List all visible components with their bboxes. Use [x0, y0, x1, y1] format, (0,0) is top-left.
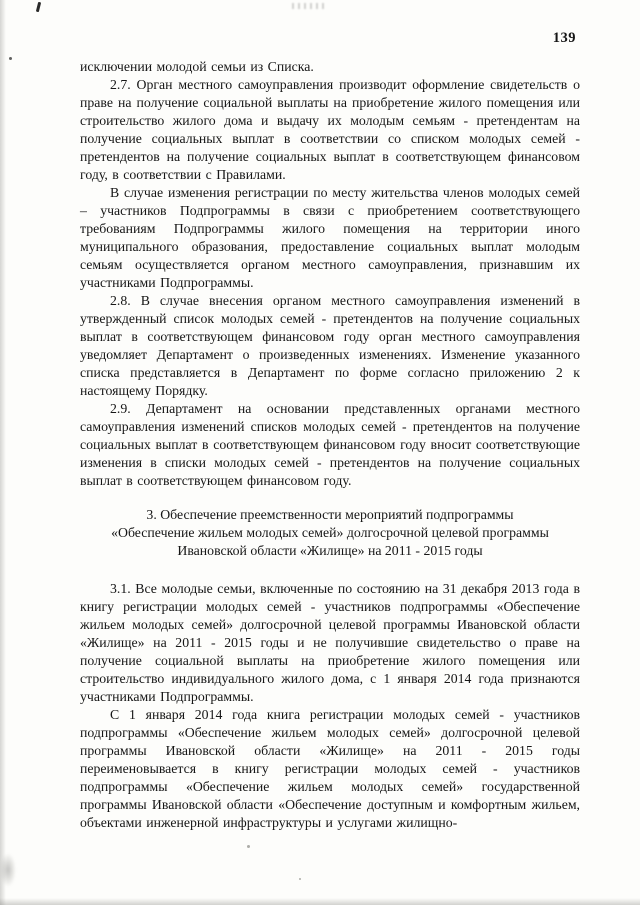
scan-smudge-bottom-left: [0, 853, 16, 887]
scan-artifact-dot: [247, 845, 250, 848]
paragraph-registration-change: В случае изменения регистрации по месту жительства членов молодых семей – участников Подпрограммы в связи с приобретением соответствующего требованиям Подпрограммы жилого помещения на территории иного муниципального образования, предоставление социальных выплат молодым семьям осуществляется органом местного самоуправления, признавшим их участниками Подпрограммы.: [80, 185, 580, 290]
paragraph-book-rename: С 1 января 2014 года книга регистрации молодых семей - участников подпрограммы «Обеспечение жильем молодых семей» долгосрочной целевой программы Ивановской области «Жилище» на 2011 - 2015 годы переименовывается в книгу регистрации молодых семей - участников подпрограммы «Обеспечение жильем молодых семей» государственной программы Ивановской области «Обеспечение доступным и комфортным жильем, объектами инженерной инфраструктуры и услугами жилищно-: [80, 707, 580, 830]
paragraph-2-8: 2.8. В случае внесения органом местного самоуправления изменений в утвержденный список молодых семей - претендентов на получение социальных выплат в соответствующем финансовом году орган местного самоуправления уведомляет Департамент о произведенных изменениях. Изменение указанного списка представляется в Департамент по форме согласно приложению 2 к настоящему Порядку.: [80, 293, 580, 398]
page-number: 139: [552, 30, 576, 46]
paragraph-3-1: 3.1. Все молодые семьи, включенные по состоянию на 31 декабря 2013 года в книгу регистрации молодых семей - участников подпрограммы «Обеспечение жильем молодых семей» долгосрочной целевой программы Ивановской области «Жилище» на 2011 - 2015 годы и не получившие свидетельство о праве на получение социальной выплаты на приобретение жилого помещения или строительство индивидуального жилого дома, с 1 января 2014 года признаются участниками Подпрограммы.: [80, 581, 580, 704]
paragraph-2-7: 2.7. Орган местного самоуправления производит оформление свидетельств о праве на получение социальной выплаты на приобретение жилого помещения или строительство жилого дома и выдачу их молодым семьям - претендентам на получение социальных выплат в соответствии со списком молодых семей - претендентов на получение социальных выплат в соответствующем финансовом году, в соответствии с Правилами.: [80, 77, 580, 182]
scan-edge-shadow-bottom: [0, 898, 640, 905]
scan-edge-shadow-left: [0, 0, 6, 905]
page-content: [80, 58, 580, 832]
scan-artifact-dot: [9, 57, 12, 60]
scan-artifact-tick: [36, 2, 41, 12]
paragraph-continuation: исключении молодой семьи из Списка.: [80, 59, 314, 74]
section-heading: 3. Обеспечение преемственности мероприятий подпрограммы «Обеспечение жильем молодых семей» долгосрочной целевой программы Ивановской области «Жилище» на 2011 - 2015 годы: [111, 507, 549, 558]
paragraph-2-9: 2.9. Департамент на основании представленных органами местного самоуправления изменений списков молодых семей - претендентов на получение социальных выплат в соответствующем финансовом году вносит соответствующие изменения в списки молодых семей - претендентов на получение социальных выплат в соответствующем финансовом году.: [80, 401, 580, 488]
scan-artifact-dot: [299, 878, 301, 880]
scan-artifact-noise: [292, 3, 326, 9]
